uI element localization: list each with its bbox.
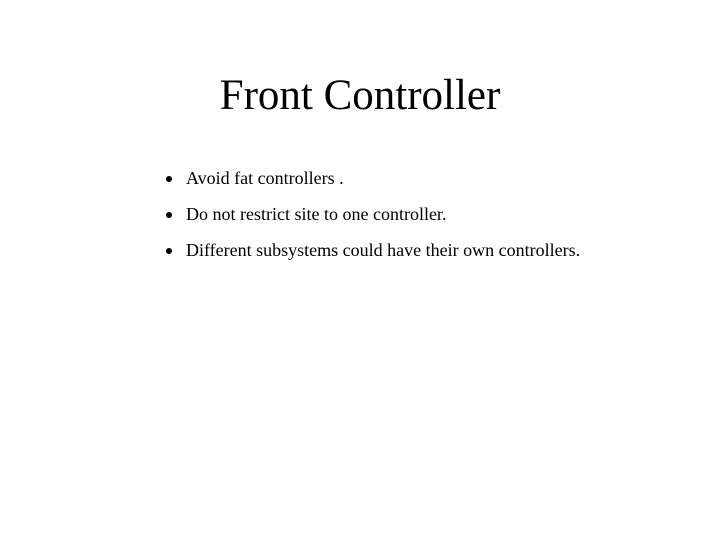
bullet-text: Avoid fat controllers .	[186, 168, 344, 188]
bullet-item	[166, 232, 580, 268]
bullet-icon	[166, 176, 172, 182]
bullet-list	[166, 160, 580, 268]
bullet-item	[166, 160, 580, 196]
bullet-text: Different subsystems could have their own controllers.	[186, 240, 581, 260]
slide-title: Front Controller	[219, 72, 501, 119]
bullet-text: Do not restrict site to one controller.	[186, 204, 447, 224]
bullet-icon	[166, 248, 172, 254]
bullet-icon	[166, 212, 172, 218]
bullet-item	[166, 196, 580, 232]
